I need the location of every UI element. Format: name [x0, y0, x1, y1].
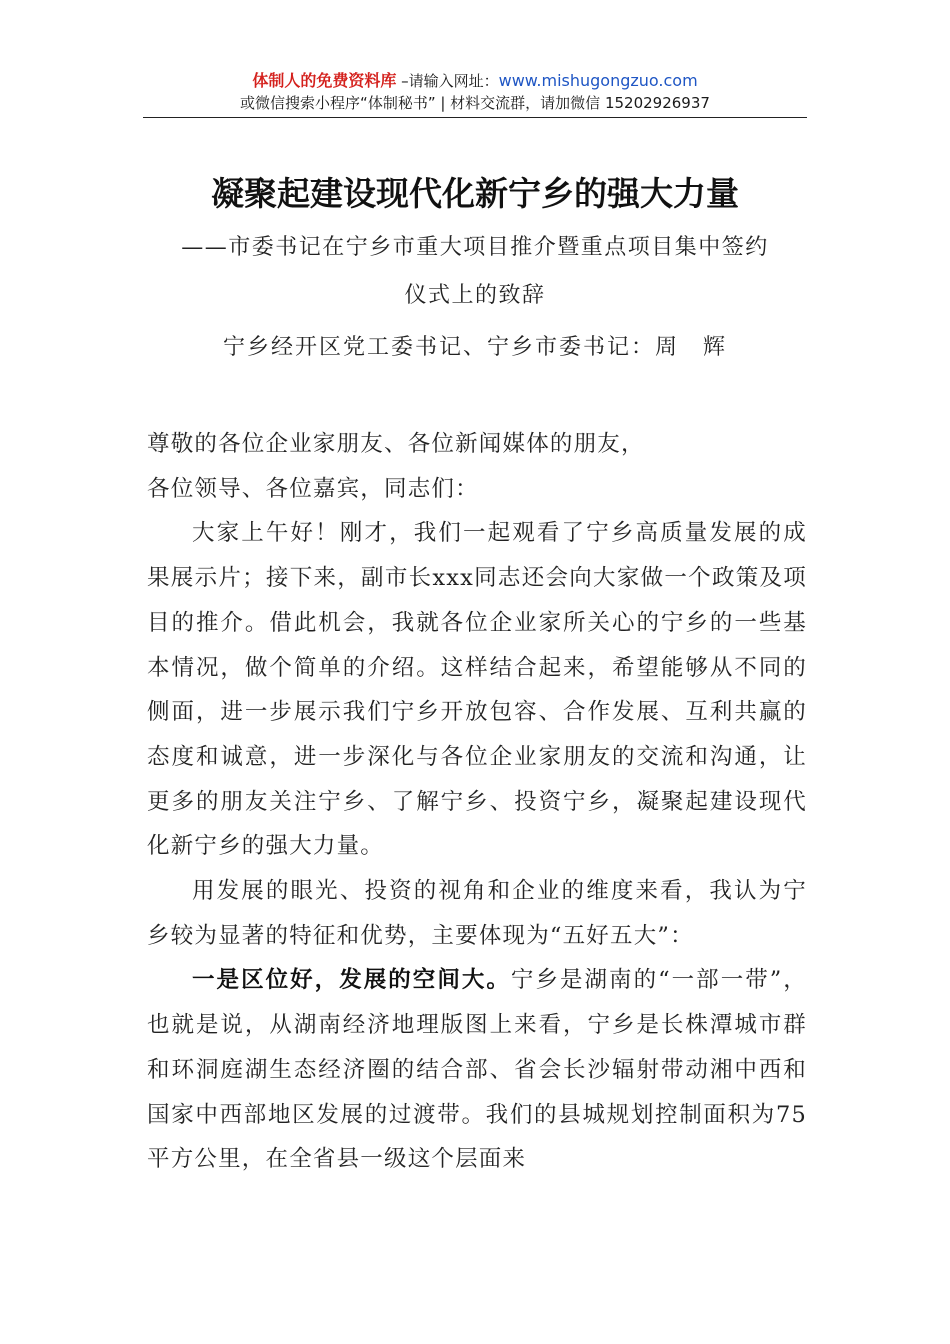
point-one-heading: 一是区位好，发展的空间大。 — [192, 967, 511, 994]
salutation-line-1: 尊敬的各位企业家朋友、各位新闻媒体的朋友， — [147, 431, 645, 457]
url-prompt: –请输入网址： — [396, 72, 499, 90]
paragraph-intro: 大家上午好！刚才，我们一起观看了宁乡高质量发展的成果展示片；接下来，副市长xxx同志还会向大家做一个政策及项目的推介。借此机会，我就各位企业家所关心的宁乡的一些基本情况，做个简单的介绍。这样结合起来，希望能够从不同的侧面，进一步展示我们宁乡开放包容、合作发展、互利共赢的态度和诚意，进一步深化与各位企业家朋友的交流和沟通，让更多的朋友关注宁乡、了解宁乡、投资宁乡，凝聚起建设现代化新宁乡的强大力量。 — [147, 520, 807, 860]
author-line: 宁乡经开区党工委书记、宁乡市委书记：周 辉 — [222, 335, 727, 360]
document-title: 凝聚起建设现代化新宁乡的强大力量 — [211, 174, 739, 213]
subtitle-line-2: 仪式上的致辞 — [404, 283, 546, 308]
site-url-link[interactable]: www.mishugongzuo.com — [498, 71, 698, 90]
paragraph-point-one — [147, 958, 807, 1182]
point-one-body: 宁乡是湖南的“一部一带”，也就是说，从湖南经济地理版图上来看，宁乡是长株潭城市群和环洞庭湖生态经济圈的结合部、省会长沙辐射带动湘中西和国家中西部地区发展的过渡带。我们的县城规划控制面积为75平方公里，在全省县一级这个层面来 — [147, 967, 808, 1173]
brand-name: 体制人的免费资料库 — [252, 71, 397, 90]
site-watermark-header — [143, 70, 807, 114]
paragraph-overview: 用发展的眼光、投资的视角和企业的维度来看，我认为宁乡较为显著的特征和优势，主要体现为“五好五大”： — [147, 878, 807, 949]
subtitle-line-1: ——市委书记在宁乡市重大项目推介暨重点项目集中签约 — [181, 235, 769, 260]
document-subtitle — [143, 224, 807, 320]
header-divider — [143, 117, 807, 118]
document-body — [147, 422, 807, 1182]
header-line-2: 或微信搜索小程序“体制秘书” | 材料交流群，请加微信 15202926937 — [240, 94, 710, 112]
salutation-line-2: 各位领导、各位嘉宾，同志们： — [147, 475, 479, 502]
header-line-1 — [143, 70, 807, 92]
